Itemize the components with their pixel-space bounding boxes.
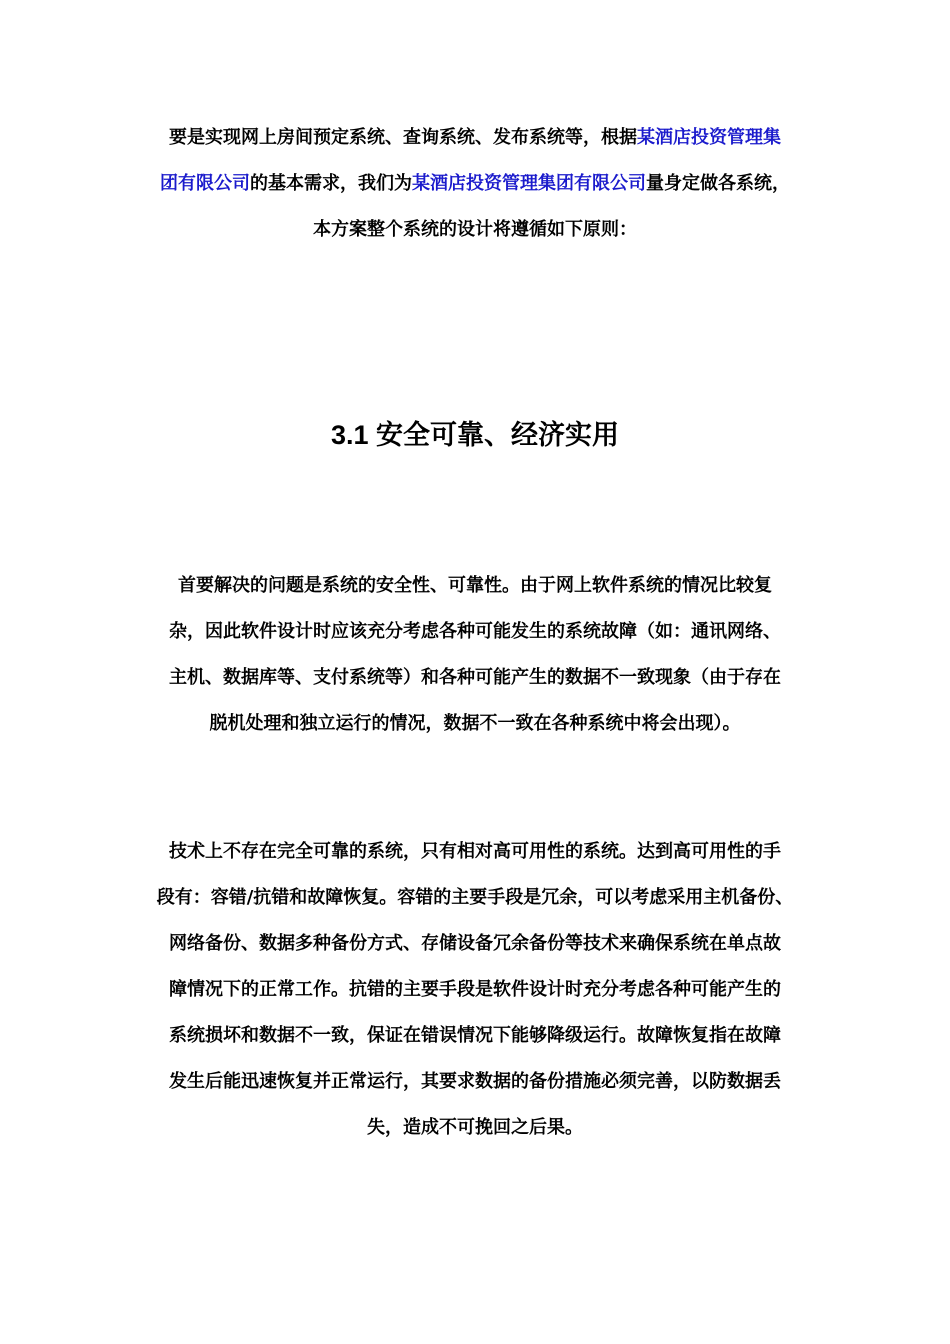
paragraph-line: 段有：容错/抗错和故障恢复。容错的主要手段是冗余，可以考虑采用主机备份、 bbox=[156, 887, 794, 908]
paragraph-line: 首要解决的问题是系统的安全性、可靠性。由于网上软件系统的情况比较复 bbox=[178, 575, 772, 596]
company-name-highlight: 团有限公司 bbox=[160, 173, 250, 194]
intro-text: 量身定做各系统， bbox=[646, 173, 790, 194]
paragraph-line: 技术上不存在完全可靠的系统，只有相对高可用性的系统。达到高可用性的手 bbox=[169, 841, 781, 862]
section-heading: 3.1 安全可靠、经济实用 bbox=[330, 420, 620, 450]
intro-line-3: 本方案整个系统的设计将遵循如下原则： bbox=[313, 219, 637, 240]
intro-text: 的基本需求，我们为 bbox=[250, 173, 412, 194]
intro-paragraph bbox=[140, 115, 810, 253]
availability-paragraph bbox=[140, 829, 810, 1151]
paragraph-line: 脱机处理和独立运行的情况，数据不一致在各种系统中将会出现）。 bbox=[209, 713, 741, 734]
paragraph-line: 障情况下的正常工作。抗错的主要手段是软件设计时充分考虑各种可能产生的 bbox=[169, 979, 781, 1000]
company-name-highlight: 某酒店投资管理集团有限公司 bbox=[412, 173, 646, 194]
intro-line-2 bbox=[140, 161, 810, 207]
paragraph-line: 杂，因此软件设计时应该充分考虑各种可能发生的系统故障（如：通讯网络、 bbox=[169, 621, 781, 642]
paragraph-line: 主机、数据库等、支付系统等）和各种可能产生的数据不一致现象（由于存在 bbox=[169, 667, 781, 688]
intro-line-1 bbox=[140, 115, 810, 161]
paragraph-line: 网络备份、数据多种备份方式、存储设备冗余备份等技术来确保系统在单点故 bbox=[169, 933, 781, 954]
company-name-highlight: 某酒店投资管理集 bbox=[637, 127, 781, 148]
intro-text: 要是实现网上房间预定系统、查询系统、发布系统等，根据 bbox=[169, 127, 637, 148]
paragraph-line: 发生后能迅速恢复并正常运行，其要求数据的备份措施必须完善，以防数据丢 bbox=[169, 1071, 781, 1092]
paragraph-line: 系统损坏和数据不一致，保证在错误情况下能够降级运行。故障恢复指在故障 bbox=[169, 1025, 781, 1046]
paragraph-line: 失，造成不可挽回之后果。 bbox=[367, 1117, 583, 1138]
reliability-paragraph bbox=[140, 563, 810, 747]
